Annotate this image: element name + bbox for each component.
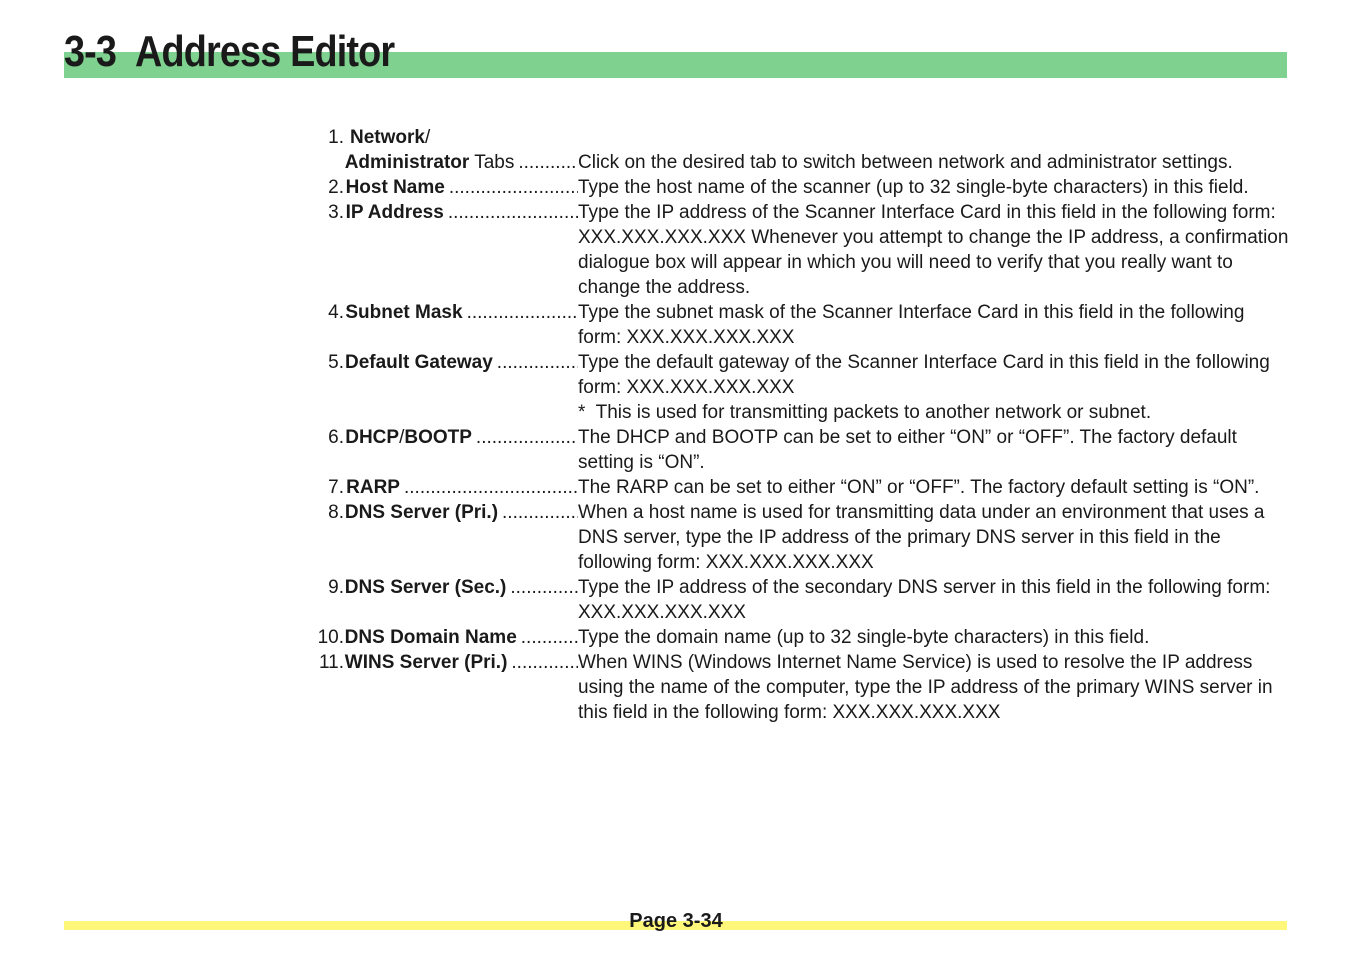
item-description: Type the default gateway of the Scanner Interface Card in this field in the following form: XXX.XXX.XXX.XXX * This is used for transmitting packets to another network or subnet. bbox=[578, 350, 1290, 425]
item-term: Network / Administrator Tabs ..... bbox=[344, 125, 578, 175]
footnote: * This is used for transmitting packets to another network or subnet. bbox=[578, 402, 1152, 423]
item-number: 6. bbox=[328, 427, 344, 448]
item-number: 8. bbox=[328, 502, 344, 523]
item-number: 10. bbox=[317, 627, 344, 648]
term-administrator: Administrator bbox=[344, 152, 470, 173]
leader-dots bbox=[517, 625, 578, 650]
item-number: 1. bbox=[328, 127, 344, 148]
item-description: The RARP can be set to either “ON” or “OFF”. The factory default setting is “ON”. bbox=[578, 477, 1260, 498]
item-number: 9. bbox=[328, 577, 344, 598]
item-number: 11. bbox=[318, 652, 344, 673]
list-item bbox=[300, 625, 1290, 650]
item-term: RARP ..... bbox=[344, 475, 578, 500]
leader-dots bbox=[498, 500, 578, 525]
item-description: Click on the desired tab to switch between network and administrator settings. bbox=[578, 152, 1233, 173]
item-term: IP Address ..... bbox=[344, 200, 578, 225]
item-description: Type the IP address of the Scanner Interface Card in this field in the following form: XXX.XXX.XXX.XXX Whenever you attempt to change the IP address, a confirmation dialogue box will appear in which you will need to verify that you really want to change the address. bbox=[578, 202, 1289, 298]
page-title bbox=[64, 26, 394, 78]
item-description: Type the host name of the scanner (up to 32 single-byte characters) in this field. bbox=[578, 177, 1249, 198]
leader-dots bbox=[444, 200, 578, 225]
item-description: Type the subnet mask of the Scanner Interface Card in this field in the following form: XXX.XXX.XXX.XXX bbox=[578, 302, 1245, 348]
list-item bbox=[300, 200, 1290, 300]
definition-list bbox=[300, 125, 1290, 725]
item-term: DNS Server (Sec.) ..... bbox=[344, 575, 578, 600]
item-description: Type the domain name (up to 32 single-byte characters) in this field. bbox=[578, 627, 1150, 648]
list-item bbox=[300, 500, 1290, 575]
item-term: DNS Domain Name ..... bbox=[344, 625, 578, 650]
item-number: 7. bbox=[328, 477, 344, 498]
item-term: WINS Server (Pri.) ..... bbox=[344, 650, 578, 675]
section-title: Address Editor bbox=[135, 27, 395, 76]
leader-dots bbox=[514, 150, 578, 175]
list-item bbox=[300, 125, 1290, 175]
section-number: 3-3 bbox=[64, 27, 117, 76]
item-term: Host Name ..... bbox=[344, 175, 578, 200]
list-item bbox=[300, 475, 1290, 500]
item-number: 5. bbox=[328, 352, 344, 373]
list-item bbox=[300, 300, 1290, 350]
leader-dots bbox=[400, 475, 578, 500]
term-network: Network bbox=[350, 127, 425, 148]
leader-dots bbox=[463, 300, 578, 325]
leader-dots bbox=[506, 575, 578, 600]
leader-dots bbox=[445, 175, 578, 200]
item-description: When a host name is used for transmitting data under an environment that uses a DNS server, type the IP address of the primary DNS server in this field in the following form: XXX.XXX.XXX.XXX bbox=[578, 502, 1265, 573]
item-description: The DHCP and BOOTP can be set to either “ON” or “OFF”. The factory default setting is “ON”. bbox=[578, 427, 1237, 473]
item-description: When WINS (Windows Internet Name Service) is used to resolve the IP address using the name of the computer, type the IP address of the primary WINS server in this field in the following form: XXX.XXX.XXX.XXX bbox=[578, 652, 1273, 723]
item-term: Default Gateway ..... bbox=[344, 350, 578, 375]
leader-dots bbox=[507, 650, 578, 675]
leader-dots bbox=[493, 350, 578, 375]
item-term: DNS Server (Pri.) ..... bbox=[344, 500, 578, 525]
item-number: 3. bbox=[328, 202, 344, 223]
item-term: DHCP / BOOTP ..... bbox=[344, 425, 578, 450]
list-item bbox=[300, 350, 1290, 425]
item-number: 2. bbox=[328, 177, 344, 198]
item-term: Subnet Mask ..... bbox=[344, 300, 578, 325]
list-item bbox=[300, 175, 1290, 200]
list-item bbox=[300, 650, 1290, 725]
list-item bbox=[300, 425, 1290, 475]
item-description: Type the IP address of the secondary DNS server in this field in the following form: XXX.XXX.XXX.XXX bbox=[578, 577, 1271, 623]
item-number: 4. bbox=[328, 302, 344, 323]
page-number: Page 3-34 bbox=[629, 910, 723, 932]
list-item bbox=[300, 575, 1290, 625]
leader-dots bbox=[472, 425, 578, 450]
